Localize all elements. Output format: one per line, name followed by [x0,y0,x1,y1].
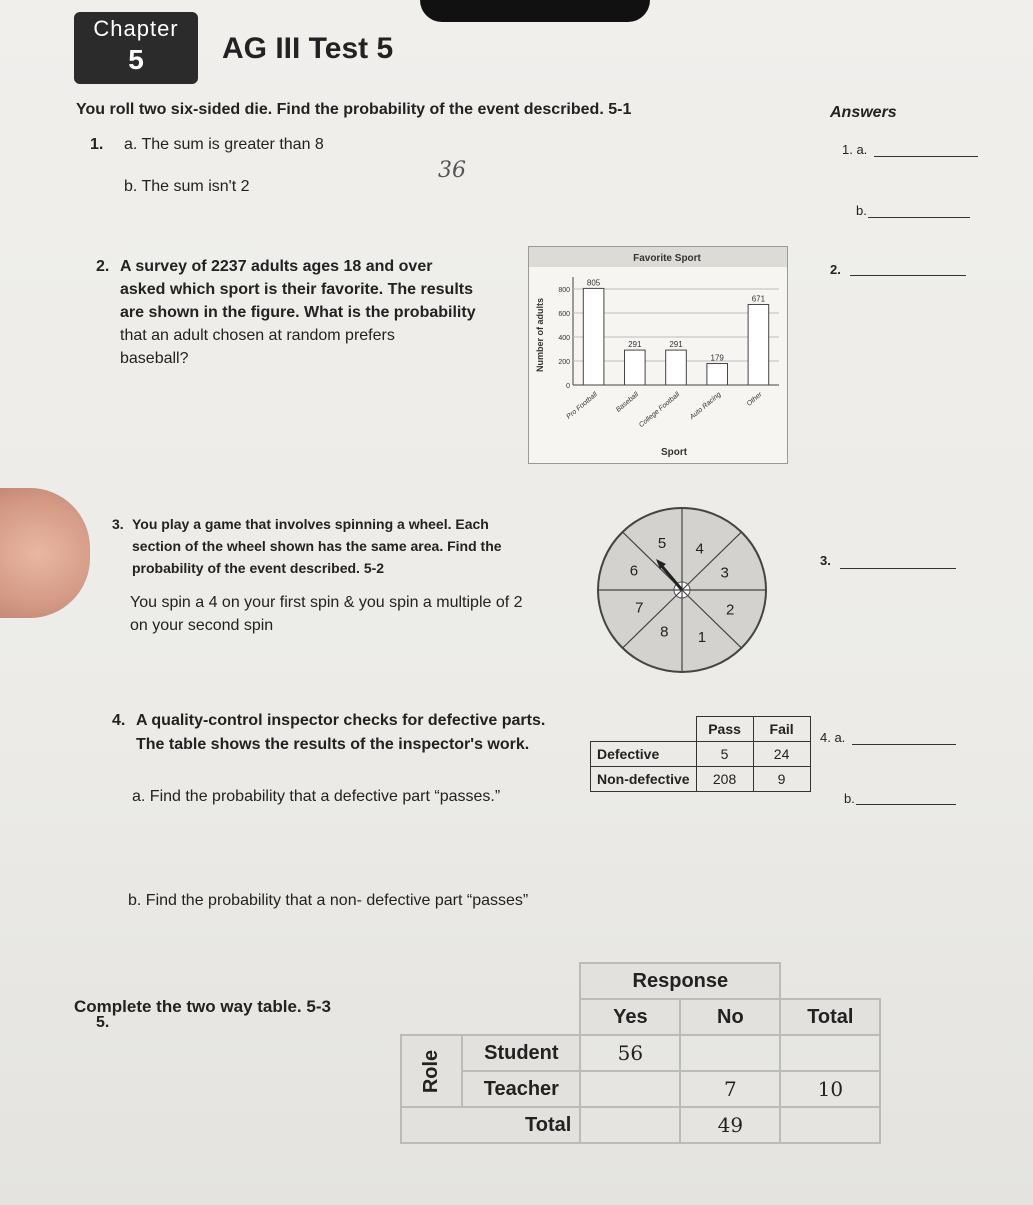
thumb-holding-page [0,488,90,618]
chapter-word: Chapter [93,16,179,41]
q3-line-1: You play a game that involves spinning a wheel. Each [132,516,489,532]
q3-prompt-1: You spin a 4 on your first spin & you spin a multiple of 2 [130,594,523,611]
x-tick-label: Baseball [615,391,641,414]
q1-handwritten-note: 36 [438,158,466,183]
q2-line-3: are shown in the figure. What is the probability [120,304,476,321]
x-tick-label: Auto Racing [688,391,723,422]
table-row [401,1035,880,1071]
wheel-number: 6 [629,562,639,580]
role-label-cell [401,1035,462,1107]
teacher-yes[interactable] [580,1071,680,1107]
student-no[interactable] [680,1035,780,1071]
table-row [591,742,811,767]
bar-auto-racing [707,364,728,385]
q4-part-b: b. Find the probability that a non- defective part “passes” [128,892,529,909]
total-header: Total [780,999,880,1035]
q2-line-1: A survey of 2237 adults ages 18 and over [120,258,433,275]
q2-line-5: baseball? [120,350,189,367]
answer-1b-label: b. [856,203,867,218]
bar-value-label: 291 [669,340,683,350]
q2-line-4: that an adult chosen at random prefers [120,327,395,344]
non-defective-fail: 9 [753,767,810,792]
wheel-number: 4 [695,540,704,558]
wheel-number: 2 [725,601,735,619]
answer-2-line[interactable] [850,275,966,276]
bar-value-label: 179 [710,353,724,363]
two-way-table [400,962,881,1144]
chapter-badge [74,12,198,84]
q3-line-3: probability of the event described. 5-2 [132,560,385,576]
answer-3-label: 3. [820,553,831,568]
student-total[interactable] [780,1035,880,1071]
response-header: Response [580,963,780,999]
answer-1a-line[interactable] [874,156,978,157]
y-tick-label: 400 [558,335,570,342]
y-tick-label: 0 [566,383,570,390]
role-label: Role [420,1049,443,1093]
header-fail: Fail [753,717,810,742]
row-label-non-defective: Non-defective [591,767,697,792]
defective-fail: 24 [753,742,810,767]
table-row [591,767,811,792]
bar-value-label: 671 [751,294,766,304]
q2-line-2: asked which sport is their favorite. The results [120,281,473,298]
answer-2-label: 2. [830,262,841,277]
q3-prompt-2: on your second spin [130,617,274,634]
no-header: No [680,999,780,1035]
binder-clip [420,0,650,22]
bar-pro-football [583,288,604,385]
bar-other [748,304,769,385]
yes-header: Yes [580,999,680,1035]
chart-xlabel: Sport [660,447,688,458]
chart-svg [529,247,787,463]
q5-number: 5. [96,1014,110,1031]
q4-line-1: A quality-control inspector checks for defective parts. [136,712,546,729]
q4-number: 4. [112,712,126,729]
bar-value-label: 805 [586,278,601,288]
x-tick-label: Other [745,391,764,408]
wheel-number: 8 [660,623,669,641]
wheel-number: 1 [697,628,707,646]
header-pass: Pass [696,717,753,742]
answer-1b-line[interactable] [868,217,970,218]
q3-number: 3. [112,516,124,532]
wheel-number: 5 [657,535,667,553]
answer-4a-line[interactable] [852,744,956,745]
q4-part-a: a. Find the probability that a defective part “passes.” [132,788,501,805]
student-yes[interactable]: 56 [580,1035,680,1071]
x-tick-label: Pro Football [565,391,599,421]
answer-3-line[interactable] [840,568,956,569]
defective-pass: 5 [696,742,753,767]
total-no[interactable]: 49 [680,1107,780,1143]
table-row [401,1107,880,1143]
grand-total[interactable] [780,1107,880,1143]
q2-number: 2. [96,258,110,275]
bar-baseball [625,350,646,385]
answers-heading: Answers [830,104,897,121]
y-tick-label: 200 [558,359,570,366]
q3-line-2: section of the wheel shown has the same area. Find the [132,538,502,554]
q1-part-b: b. The sum isn't 2 [124,178,250,195]
chart-bars [565,278,768,429]
answer-4a-label: 4. a. [820,730,846,745]
answer-4b-label: b. [844,791,855,806]
y-tick-label: 600 [558,311,570,318]
q1-number: 1. [90,136,104,153]
answer-1a-label: 1. a. [842,142,868,157]
answer-4b-line[interactable] [856,804,956,805]
row-label-defective: Defective [591,742,697,767]
student-label: Student [462,1035,580,1071]
total-yes[interactable] [580,1107,680,1143]
corner-cell [591,717,697,742]
teacher-no[interactable]: 7 [680,1071,780,1107]
q4-line-2: The table shows the results of the inspector's work. [136,736,530,753]
inspection-table [590,716,811,792]
test-title: AG III Test 5 [222,32,394,65]
bar-value-label: 291 [628,340,642,350]
teacher-total[interactable]: 10 [780,1071,880,1107]
y-tick-label: 800 [558,287,570,294]
bar-college-football [666,350,687,385]
q1-part-a: a. The sum is greater than 8 [124,136,324,153]
chart-title: Favorite Sport [633,253,701,264]
total-row-label: Total [401,1107,580,1143]
spinner-wheel [596,506,768,674]
q5-instructions: Complete the two way table. 5-3 [74,997,331,1016]
teacher-label: Teacher [462,1071,580,1107]
favorite-sport-chart [528,246,788,464]
wheel-number: 7 [635,599,644,617]
x-tick-label: College Football [638,391,682,430]
wheel-number: 3 [720,564,729,582]
non-defective-pass: 208 [696,767,753,792]
table-row [401,1071,880,1107]
chapter-number: 5 [128,44,144,75]
section1-instructions: You roll two six-sided die. Find the probability of the event described. 5-1 [76,101,632,118]
chart-ylabel: Number of adults [535,297,545,373]
